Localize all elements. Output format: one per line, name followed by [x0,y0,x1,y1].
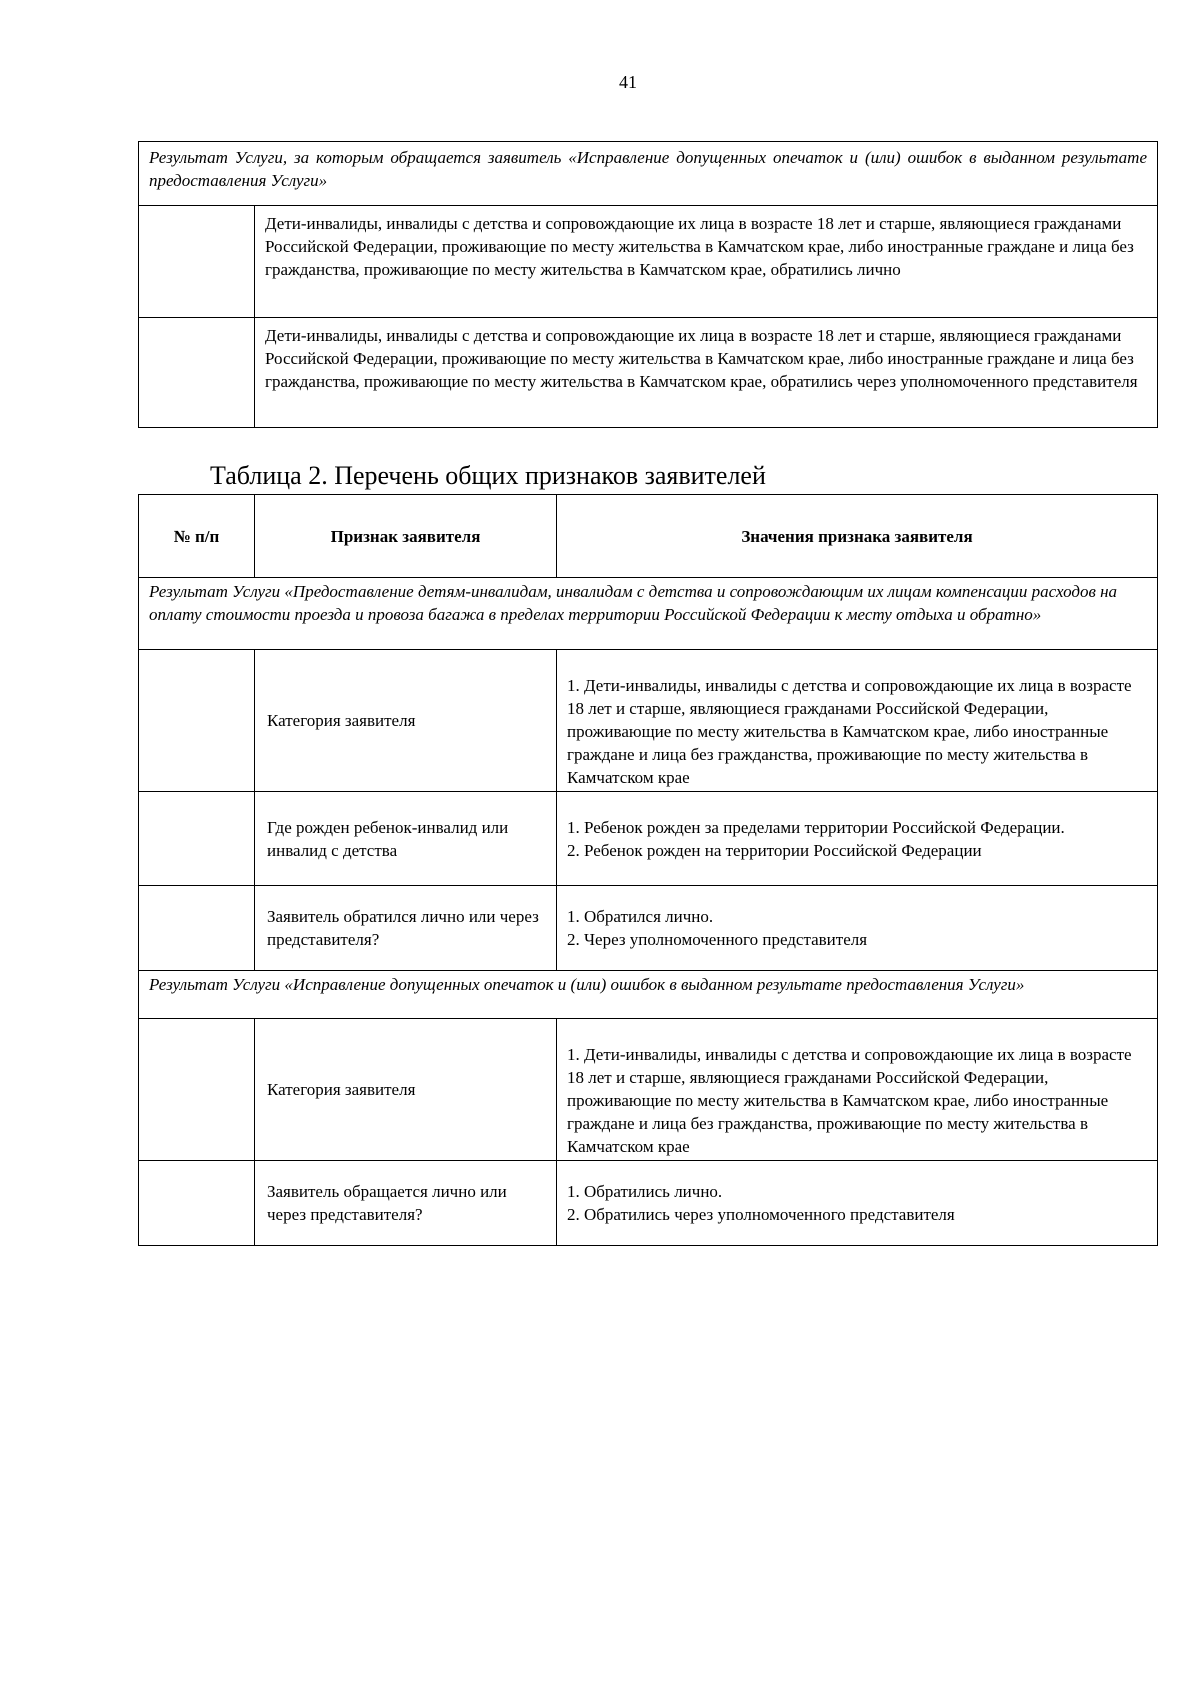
table-row [139,206,1158,318]
group-title-row [139,578,1158,650]
number-cell [139,792,255,886]
table-row [139,650,1158,792]
category-text: Дети-инвалиды, инвалиды с детства и сопровождающие их лица в возрасте 18 лет и старше, являющиеся гражданами Российской Федерации, проживающие по месту жительства в Камчатском крае, либо иностранные граждане и лица без гражданства, проживающие по месту жительства в Камчатском крае, обратились лично [255,206,1158,318]
value-line: 1. Ребенок рожден за пределами территории Российской Федерации. [567,818,1065,837]
group-title-row [139,971,1158,1019]
table-row [139,1161,1158,1246]
value-line: 1. Обратились лично. [567,1182,723,1201]
values-cell [557,792,1158,886]
table-1-continuation [138,141,1158,428]
group-1-title: Результат Услуги «Предоставление детям-инвалидам, инвалидам с детства и сопровождающим их лицам компенсации расходов на оплату стоимости проезда и провоза багажа в пределах территории Российской Федерации к месту отдыха и обратно» [139,578,1158,650]
table-header-row [139,495,1158,578]
number-cell [139,206,255,318]
sign-cell: Категория заявителя [255,650,557,792]
table-row [139,886,1158,971]
value-line: 2. Ребенок рожден на территории Российской Федерации [567,841,982,860]
header-sign: Признак заявителя [255,495,557,578]
category-text: Дети-инвалиды, инвалиды с детства и сопровождающие их лица в возрасте 18 лет и старше, являющиеся гражданами Российской Федерации, проживающие по месту жительства в Камчатском крае, либо иностранные граждане и лица без гражданства, проживающие по месту жительства в Камчатском крае, обратились через уполномоченного представителя [255,318,1158,428]
header-values: Значения признака заявителя [557,495,1158,578]
result-title: Результат Услуги, за которым обращается заявитель «Исправление допущенных опечаток и (или) ошибок в выданном результате предоставления Услуги» [139,142,1158,206]
value-line: 2. Обратились через уполномоченного представителя [567,1205,955,1224]
values-cell [557,1019,1158,1161]
value-line: 2. Через уполномоченного представителя [567,930,868,949]
table-row [139,318,1158,428]
number-cell [139,886,255,971]
sign-cell: Заявитель обращается лично или через представителя? [255,1161,557,1246]
number-cell [139,650,255,792]
table-caption: Таблица 2. Перечень общих признаков заявителей [210,461,766,490]
number-cell [139,318,255,428]
header-number: № п/п [139,495,255,578]
group-2-title: Результат Услуги «Исправление допущенных опечаток и (или) ошибок в выданном результате предоставления Услуги» [139,971,1158,1019]
table-2-applicant-signs [138,494,1158,1246]
value-line: 1. Дети-инвалиды, инвалиды с детства и сопровождающие их лица в возрасте 18 лет и старше, являющиеся гражданами Российской Федерации, проживающие по месту жительства в Камчатском крае, либо иностранные граждане и лица без гражданства, проживающие по месту жительства в Камчатском крае [567,676,1132,787]
sign-cell: Категория заявителя [255,1019,557,1161]
table-row [139,792,1158,886]
number-cell [139,1019,255,1161]
page-number: 41 [619,72,637,92]
value-line: 1. Обратился лично. [567,907,714,926]
values-cell [557,1161,1158,1246]
value-line: 1. Дети-инвалиды, инвалиды с детства и сопровождающие их лица в возрасте 18 лет и старше, являющиеся гражданами Российской Федерации, проживающие по месту жительства в Камчатском крае, либо иностранные граждане и лица без гражданства, проживающие по месту жительства в Камчатском крае [567,1045,1132,1156]
values-cell [557,886,1158,971]
values-cell [557,650,1158,792]
table-row [139,142,1158,206]
sign-cell: Заявитель обратился лично или через представителя? [255,886,557,971]
sign-cell: Где рожден ребенок-инвалид или инвалид с детства [255,792,557,886]
number-cell [139,1161,255,1246]
table-row [139,1019,1158,1161]
